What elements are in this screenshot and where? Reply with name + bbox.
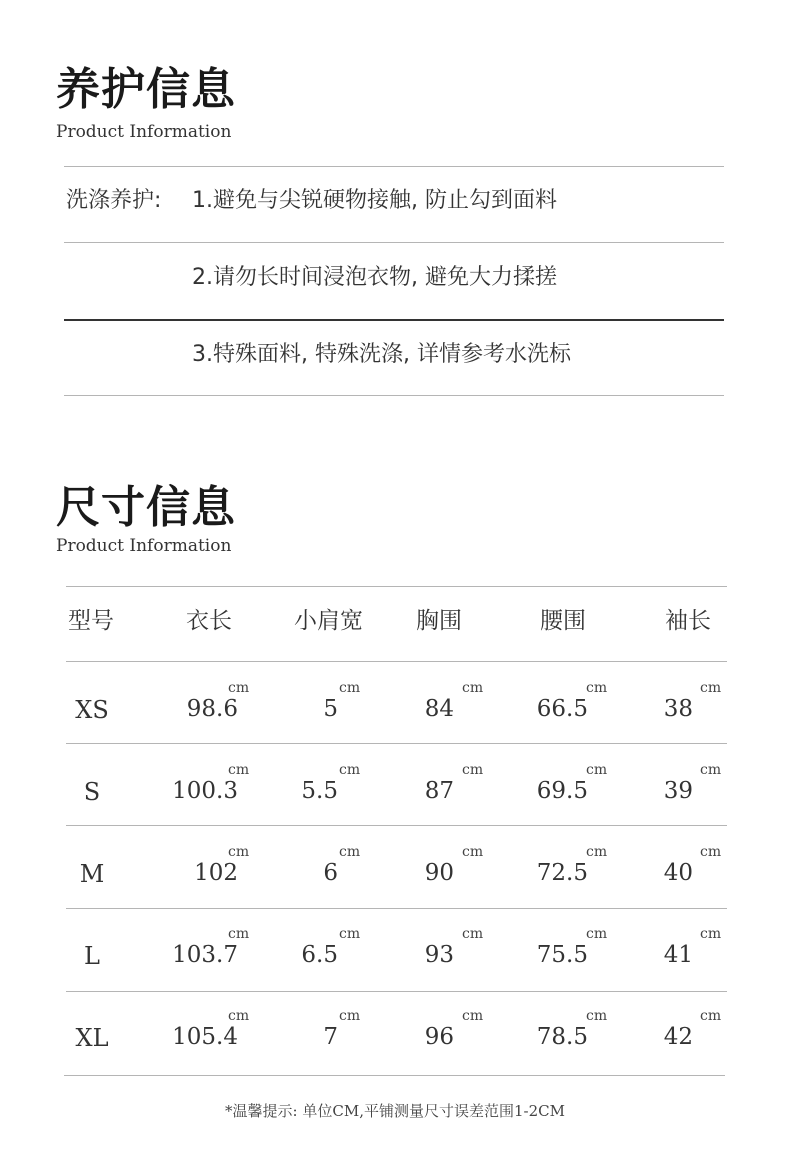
unit-label: cm — [462, 926, 484, 942]
value-sleeve: 42 — [663, 1024, 693, 1050]
unit-label: cm — [586, 844, 608, 860]
care-subtitle: Product Information — [56, 122, 232, 142]
unit-label: cm — [700, 1008, 722, 1024]
unit-label: cm — [700, 844, 722, 860]
value-shoulder: 5 — [323, 696, 338, 722]
unit-label: cm — [462, 1008, 484, 1024]
value-shoulder: 6 — [323, 860, 338, 886]
unit-label: cm — [228, 1008, 250, 1024]
value-length: 98.6 — [186, 696, 238, 722]
divider — [64, 319, 724, 321]
unit-label: cm — [462, 680, 484, 696]
unit-label: cm — [700, 680, 722, 696]
care-label: 洗涤养护: — [66, 188, 162, 213]
header-model: 型号 — [68, 608, 114, 634]
value-waist: 69.5 — [536, 778, 588, 804]
row-divider — [66, 825, 727, 826]
value-length: 102 — [194, 860, 238, 886]
care-title: 养护信息 — [56, 64, 236, 115]
value-length: 100.3 — [172, 778, 238, 804]
value-chest: 96 — [424, 1024, 454, 1050]
table-top-border — [66, 586, 727, 587]
size-label: XS — [75, 696, 109, 724]
row-divider — [66, 991, 727, 992]
row-divider — [66, 908, 727, 909]
unit-label: cm — [462, 844, 484, 860]
value-shoulder: 7 — [323, 1024, 338, 1050]
divider — [64, 395, 724, 396]
care-line-1: 1.避免与尖锐硬物接触, 防止勾到面料 — [192, 188, 557, 213]
unit-label: cm — [586, 926, 608, 942]
table-header-divider — [66, 661, 727, 662]
size-label: L — [84, 942, 100, 970]
value-waist: 78.5 — [536, 1024, 588, 1050]
unit-label: cm — [700, 926, 722, 942]
unit-label: cm — [586, 762, 608, 778]
size-label: M — [79, 860, 105, 888]
value-chest: 93 — [424, 942, 454, 968]
unit-label: cm — [586, 1008, 608, 1024]
care-line-3: 3.特殊面料, 特殊洗涤, 详情参考水洗标 — [192, 342, 571, 367]
unit-label: cm — [339, 680, 361, 696]
unit-label: cm — [339, 1008, 361, 1024]
divider — [64, 166, 724, 167]
unit-label: cm — [339, 926, 361, 942]
value-sleeve: 39 — [663, 778, 693, 804]
value-chest: 84 — [424, 696, 454, 722]
value-length: 103.7 — [172, 942, 238, 968]
unit-label: cm — [339, 844, 361, 860]
unit-label: cm — [228, 844, 250, 860]
value-sleeve: 40 — [663, 860, 693, 886]
header-sleeve: 袖长 — [665, 608, 711, 634]
unit-label: cm — [228, 926, 250, 942]
unit-label: cm — [339, 762, 361, 778]
value-waist: 72.5 — [536, 860, 588, 886]
size-subtitle: Product Information — [56, 536, 232, 556]
size-title: 尺寸信息 — [56, 482, 236, 533]
value-length: 105.4 — [172, 1024, 238, 1050]
unit-label: cm — [462, 762, 484, 778]
value-waist: 75.5 — [536, 942, 588, 968]
value-shoulder: 5.5 — [301, 778, 338, 804]
divider — [64, 242, 724, 243]
unit-label: cm — [228, 762, 250, 778]
size-label: S — [83, 778, 101, 806]
size-label: XL — [75, 1024, 109, 1052]
header-chest: 胸围 — [416, 608, 462, 634]
row-divider — [66, 743, 727, 744]
unit-label: cm — [228, 680, 250, 696]
footnote: *温馨提示: 单位CM,平铺测量尺寸误差范围1-2CM — [225, 1102, 565, 1120]
value-chest: 87 — [424, 778, 454, 804]
value-sleeve: 38 — [663, 696, 693, 722]
unit-label: cm — [700, 762, 722, 778]
unit-label: cm — [586, 680, 608, 696]
header-length: 衣长 — [186, 608, 232, 634]
value-waist: 66.5 — [536, 696, 588, 722]
value-sleeve: 41 — [663, 942, 693, 968]
care-line-2: 2.请勿长时间浸泡衣物, 避免大力揉搓 — [192, 265, 557, 290]
value-chest: 90 — [424, 860, 454, 886]
row-divider — [64, 1075, 725, 1076]
value-shoulder: 6.5 — [301, 942, 338, 968]
header-shoulder: 小肩宽 — [294, 608, 363, 634]
header-waist: 腰围 — [540, 608, 586, 634]
